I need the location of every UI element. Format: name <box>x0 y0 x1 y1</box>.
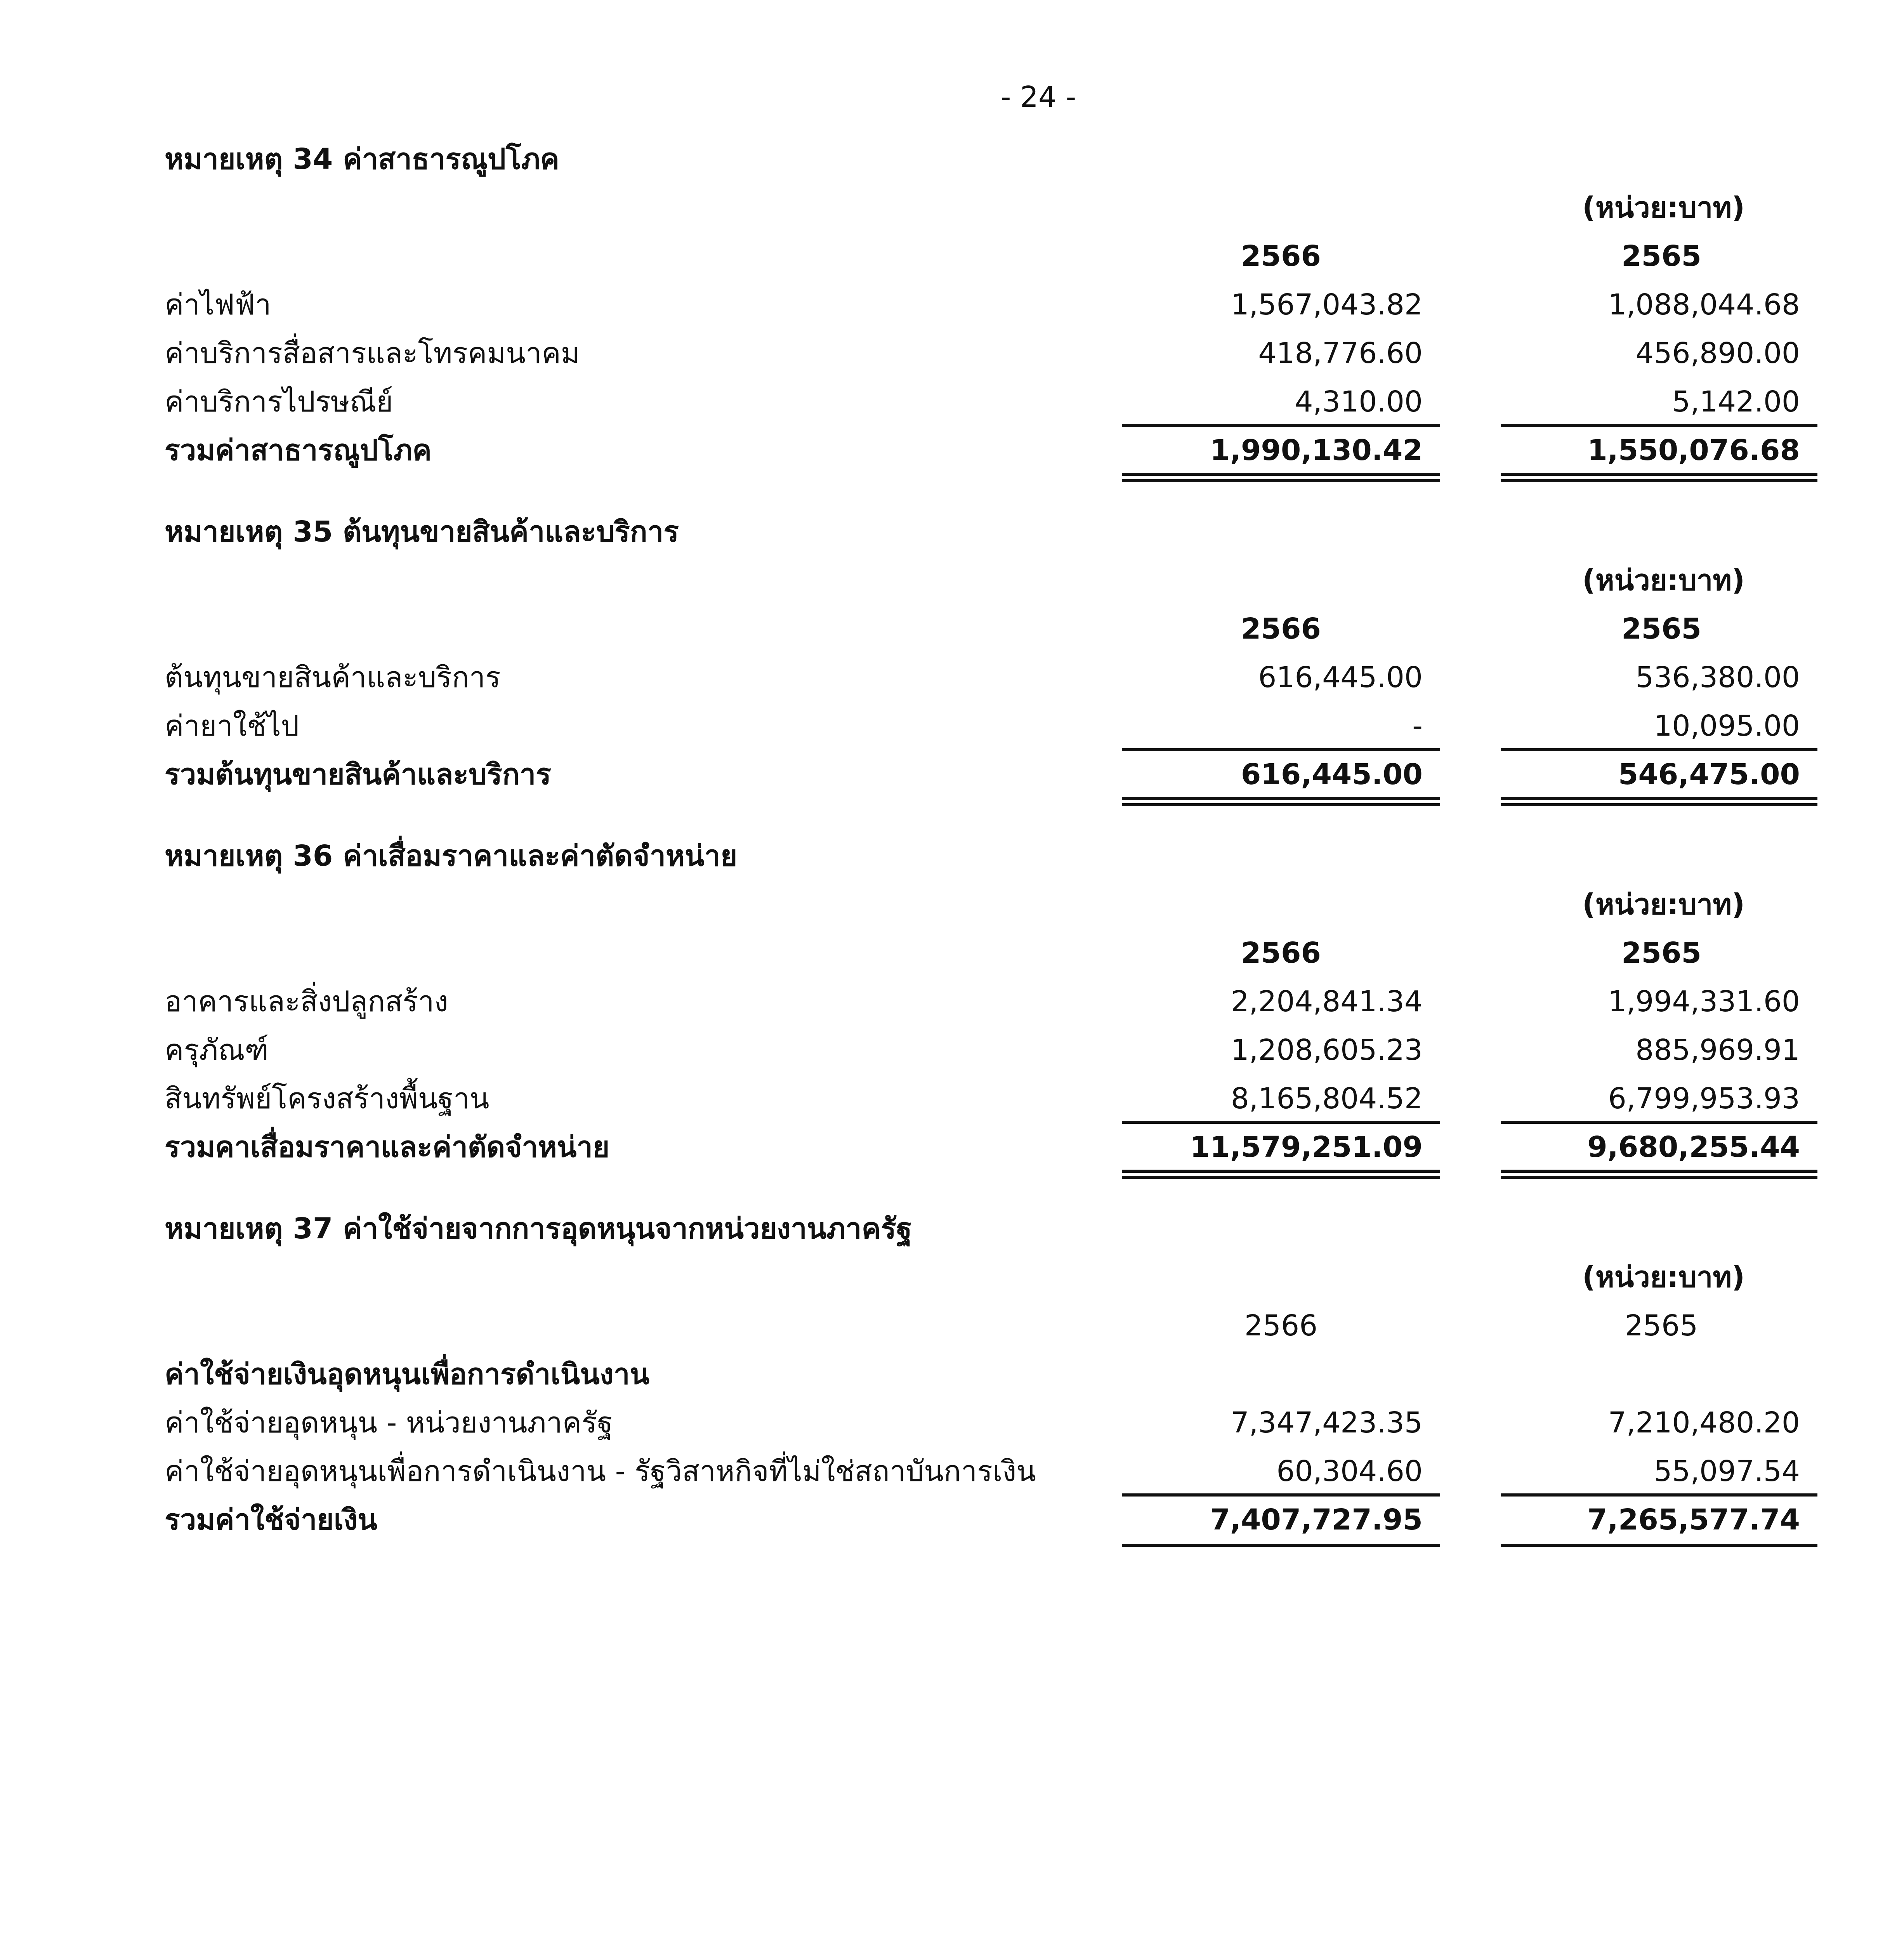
row-label: ต้นทุนขายสินค้าและบริการ <box>165 661 501 694</box>
year-2566-header: 2566 <box>1241 240 1321 273</box>
total-value-2565: 9,680,255.44 <box>1587 1130 1800 1164</box>
subtotal-rule <box>1122 1493 1440 1497</box>
row-value-2566: - <box>1412 709 1423 743</box>
subtotal-rule <box>1122 748 1440 751</box>
double-rule <box>1122 1170 1440 1179</box>
double-rule <box>1501 1170 1817 1179</box>
row-value-2566: 1,567,043.82 <box>1231 288 1423 321</box>
row-value-2565: 10,095.00 <box>1654 709 1800 743</box>
note-34-title: หมายเหตุ 34 ค่าสาธารณูปโภค <box>165 142 559 176</box>
total-rule <box>1501 1544 1817 1547</box>
total-value-2565: 546,475.00 <box>1618 758 1800 791</box>
row-value-2565: 6,799,953.93 <box>1608 1082 1800 1115</box>
year-2565-header: 2565 <box>1621 936 1701 970</box>
year-2566-header: 2566 <box>1244 1309 1318 1342</box>
total-value-2566: 11,579,251.09 <box>1190 1130 1423 1164</box>
row-label: อาคารและสิ่งปลูกสร้าง <box>165 985 448 1018</box>
note-37-title: หมายเหตุ 37 ค่าใช้จ่ายจากการอุดหนุนจากหน่วยงานภาครัฐ <box>165 1212 912 1245</box>
row-value-2565: 1,994,331.60 <box>1608 985 1800 1018</box>
year-2565-header: 2565 <box>1621 240 1701 273</box>
subtotal-rule <box>1501 424 1817 427</box>
row-value-2565: 7,210,480.20 <box>1608 1406 1800 1439</box>
double-rule <box>1122 797 1440 806</box>
note-35-title: หมายเหตุ 35 ต้นทุนขายสินค้าและบริการ <box>165 515 679 549</box>
total-label: รวมคาเสื่อมราคาและค่าตัดจำหน่าย <box>165 1130 610 1164</box>
total-value-2566: 1,990,130.42 <box>1210 434 1423 467</box>
double-rule <box>1122 473 1440 482</box>
total-rule <box>1122 1544 1440 1547</box>
note-37 <box>0 1209 1904 1539</box>
row-value-2566: 616,445.00 <box>1258 661 1423 694</box>
row-label: สินทรัพย์โครงสร้างพื้นฐาน <box>165 1082 489 1115</box>
year-2566-header: 2566 <box>1241 936 1321 970</box>
row-value-2565: 5,142.00 <box>1672 385 1800 418</box>
row-value-2566: 60,304.60 <box>1276 1455 1423 1488</box>
row-label: ค่าบริการไปรษณีย์ <box>165 385 393 418</box>
total-value-2565: 1,550,076.68 <box>1587 434 1800 467</box>
row-value-2565: 1,088,044.68 <box>1608 288 1800 321</box>
unit-label: (หน่วย:บาท) <box>1582 191 1745 224</box>
row-value-2566: 8,165,804.52 <box>1231 1082 1423 1115</box>
subtotal-rule <box>1122 1121 1440 1124</box>
row-value-2566: 418,776.60 <box>1258 337 1423 370</box>
row-label: ค่ายาใช้ไป <box>165 709 299 743</box>
row-value-2565: 55,097.54 <box>1654 1455 1800 1488</box>
year-2565-header: 2565 <box>1625 1309 1698 1342</box>
note-36-title: หมายเหตุ 36 ค่าเสื่อมราคาและค่าตัดจำหน่าย <box>165 839 738 873</box>
double-rule <box>1501 473 1817 482</box>
total-label: รวมค่าสาธารณูปโภค <box>165 434 432 467</box>
row-label: ค่าบริการสื่อสารและโทรคมนาคม <box>165 337 580 370</box>
subtotal-rule <box>1501 1493 1817 1497</box>
row-value-2566: 7,347,423.35 <box>1231 1406 1423 1439</box>
subtotal-rule <box>1501 1121 1817 1124</box>
unit-label: (หน่วย:บาท) <box>1582 888 1745 921</box>
page-number: - 24 - <box>1000 80 1076 114</box>
unit-label: (หน่วย:บาท) <box>1582 564 1745 597</box>
row-value-2565: 536,380.00 <box>1635 661 1800 694</box>
row-value-2565: 885,969.91 <box>1635 1033 1800 1067</box>
row-value-2566: 2,204,841.34 <box>1231 985 1423 1018</box>
row-label: ค่าไฟฟ้า <box>165 288 271 321</box>
note-35 <box>0 512 1904 794</box>
year-2565-header: 2565 <box>1621 612 1701 646</box>
year-2566-header: 2566 <box>1241 612 1321 646</box>
total-value-2566: 7,407,727.95 <box>1210 1503 1423 1536</box>
total-value-2565: 7,265,577.74 <box>1587 1503 1800 1536</box>
total-label: รวมค่าใช้จ่ายเงิน <box>165 1503 377 1536</box>
double-rule <box>1501 797 1817 806</box>
subheader: ค่าใช้จ่ายเงินอุดหนุนเพื่อการดำเนินงาน <box>165 1358 650 1391</box>
total-label: รวมต้นทุนขายสินค้าและบริการ <box>165 758 552 791</box>
total-value-2566: 616,445.00 <box>1241 758 1423 791</box>
note-36 <box>0 837 1904 1167</box>
row-value-2566: 1,208,605.23 <box>1231 1033 1423 1067</box>
subtotal-rule <box>1122 424 1440 427</box>
note-34 <box>0 140 1904 470</box>
row-label: ค่าใช้จ่ายอุดหนุน - หน่วยงานภาครัฐ <box>165 1406 613 1439</box>
row-value-2566: 4,310.00 <box>1295 385 1423 418</box>
row-label: ค่าใช้จ่ายอุดหนุนเพื่อการดำเนินงาน - รัฐวิสาหกิจที่ไม่ใช่สถาบันการเงิน <box>165 1455 1036 1488</box>
row-label: ครุภัณฑ์ <box>165 1033 269 1067</box>
subtotal-rule <box>1501 748 1817 751</box>
unit-label: (หน่วย:บาท) <box>1582 1260 1745 1294</box>
row-value-2565: 456,890.00 <box>1635 337 1800 370</box>
